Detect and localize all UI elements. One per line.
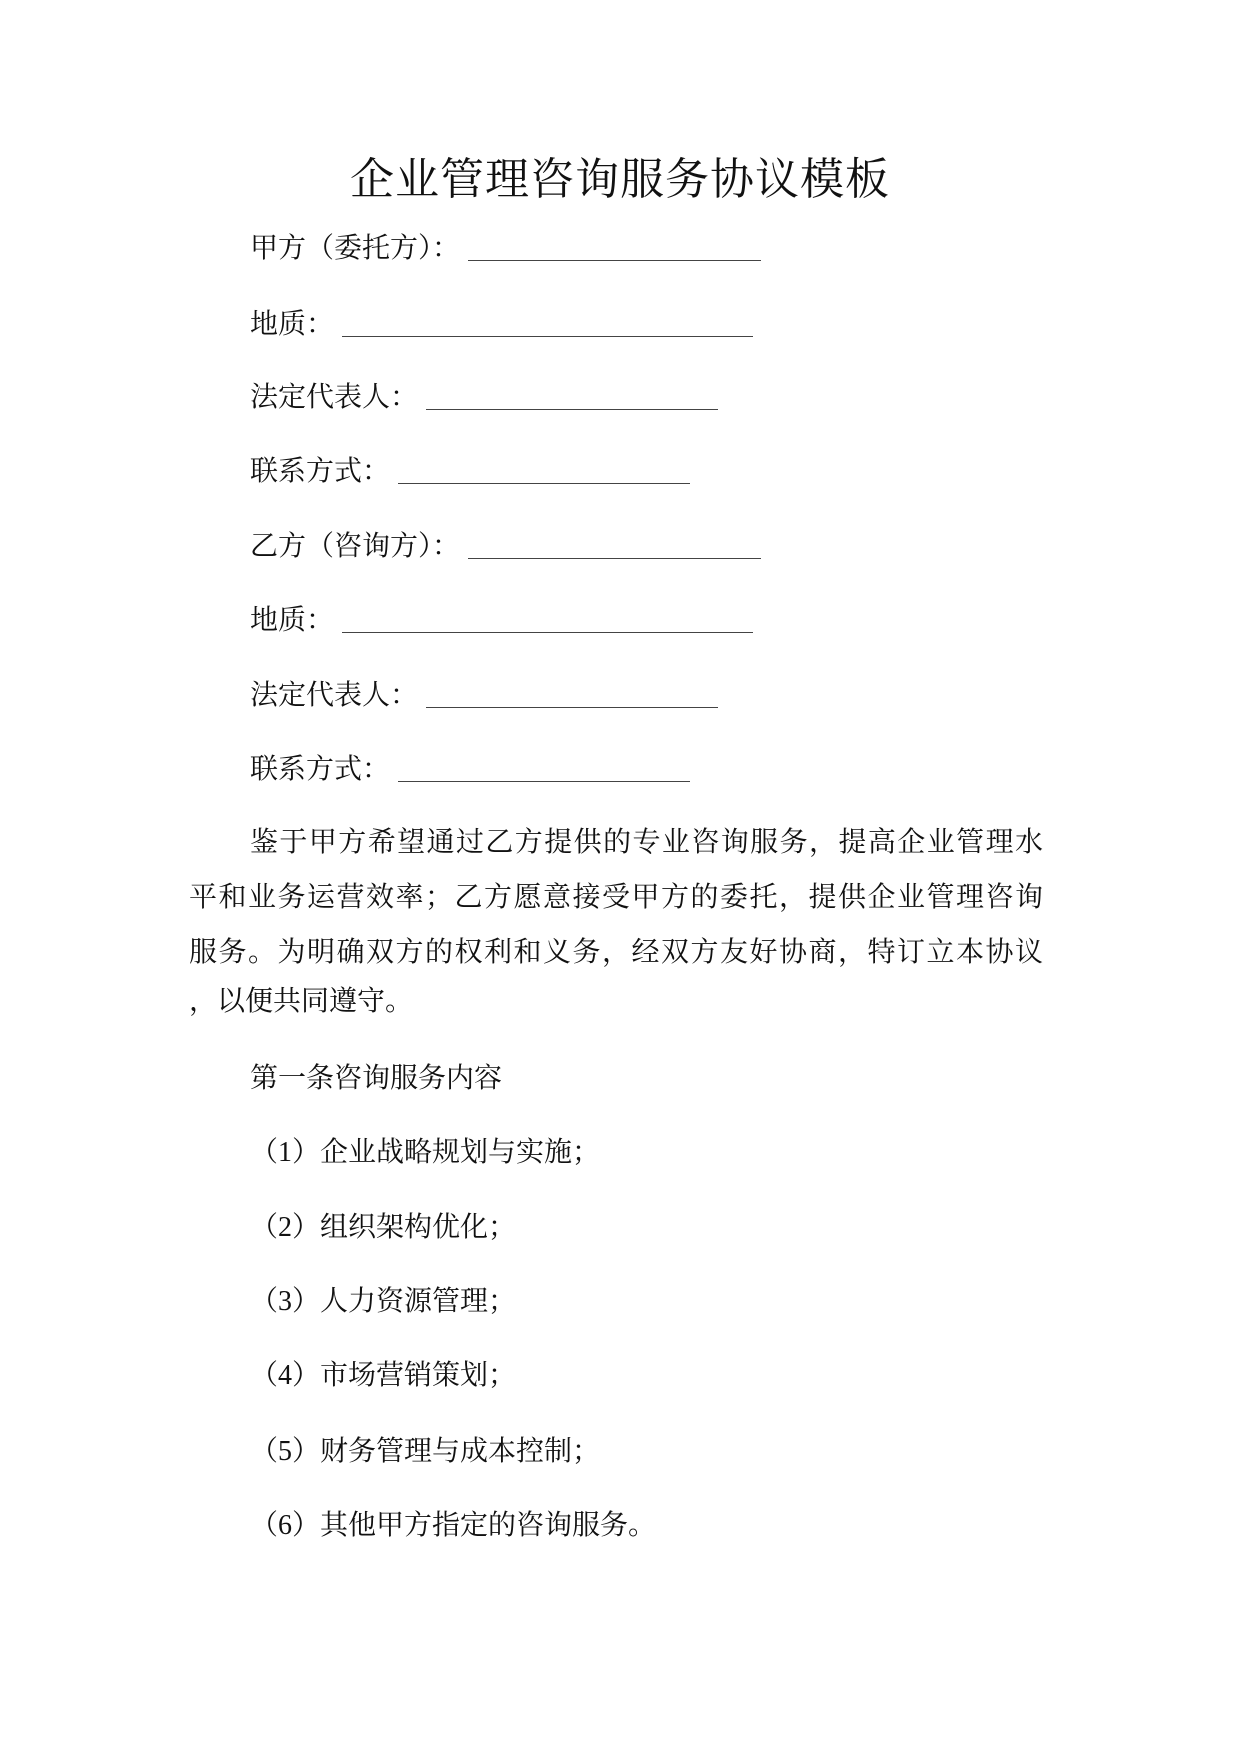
article-1-item: （2）组织架构优化； — [250, 1212, 517, 1243]
party-a-representative-row — [250, 378, 718, 418]
party-a-address-label: 地质： — [250, 309, 335, 340]
party-a-representative-label: 法定代表人： — [250, 382, 419, 413]
party-a-label: 甲方（委托方）： — [250, 233, 461, 264]
party-b-address-label: 地质： — [250, 605, 335, 636]
party-b-representative-blank — [426, 683, 718, 708]
party-b-address-blank — [342, 608, 753, 633]
article-1-item: （3）人力资源管理； — [250, 1286, 517, 1317]
article-1-item: （6）其他甲方指定的咨询服务。 — [250, 1510, 657, 1541]
preamble-line: 平和业务运营效率；乙方愿意接受甲方的委托，提供企业管理咨询 — [189, 882, 1043, 913]
party-b-representative-label: 法定代表人： — [250, 680, 419, 711]
party-a-contact-row — [250, 452, 690, 492]
party-b-contact-row — [250, 750, 690, 790]
preamble-line: 服务。为明确双方的权利和义务，经双方友好协商，特订立本协议 — [189, 937, 1043, 968]
party-b-address-row — [250, 601, 753, 641]
party-b-contact-label: 联系方式： — [250, 754, 391, 785]
party-b-representative-row — [250, 676, 718, 716]
party-b-label: 乙方（咨询方）： — [250, 531, 461, 562]
preamble-line: 鉴于甲方希望通过乙方提供的专业咨询服务，提高企业管理水 — [250, 827, 1043, 858]
party-b-row — [250, 527, 761, 567]
party-b-name-blank — [468, 534, 761, 559]
article-1-item: （5）财务管理与成本控制； — [250, 1436, 601, 1467]
party-a-contact-label: 联系方式： — [250, 456, 391, 487]
document-title: 企业管理咨询服务协议模板 — [350, 155, 890, 204]
article-1-item: （4）市场营销策划； — [250, 1360, 517, 1391]
article-1-item: （1）企业战略规划与实施； — [250, 1137, 601, 1168]
article-1-heading: 第一条咨询服务内容 — [250, 1063, 503, 1094]
party-a-address-row — [250, 305, 753, 345]
party-b-contact-blank — [398, 757, 690, 782]
party-a-row — [250, 229, 761, 269]
party-a-address-blank — [342, 312, 753, 337]
preamble-line: ，以便共同遵守。 — [189, 986, 414, 1017]
party-a-name-blank — [468, 236, 761, 261]
party-a-representative-blank — [426, 385, 718, 410]
party-a-contact-blank — [398, 459, 690, 484]
